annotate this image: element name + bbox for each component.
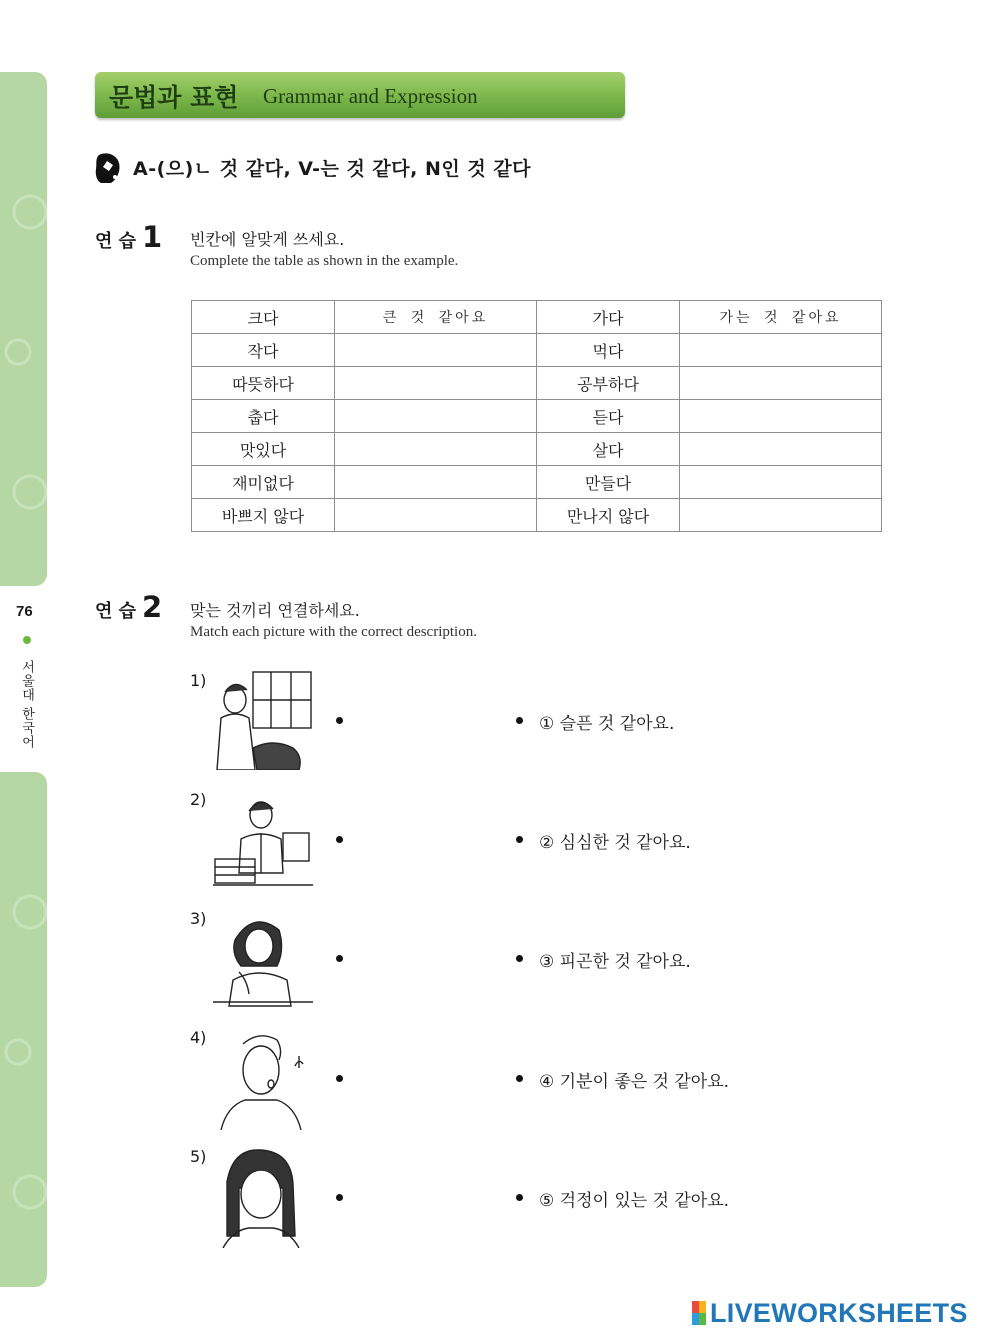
table-row [192,466,882,499]
answer-blank-cell[interactable] [335,433,537,466]
exercise-1-label: 연 습 1 [95,220,163,254]
match-dot-right-3[interactable] [516,955,523,962]
match-dot-left-3[interactable] [336,955,343,962]
answer-blank-cell[interactable] [335,367,537,400]
table-row [192,499,882,532]
option-3: ③ 피곤한 것 같아요. [539,952,691,972]
match-dot-left-5[interactable] [336,1194,343,1201]
answer-blank-cell[interactable] [335,466,537,499]
picture-sad-girl [213,1148,313,1248]
verb-cell: 맛있다 [192,433,335,466]
verb-cell: 만들다 [537,466,680,499]
conjugation-table [191,300,882,532]
match-dot-left-2[interactable] [336,836,343,843]
match-dot-right-4[interactable] [516,1075,523,1082]
example-answer-cell: 가는 것 같아요 [680,301,882,334]
exercise-1-instruction-ko: 빈칸에 알맞게 쓰세요. [190,230,345,249]
example-answer-cell: 큰 것 같아요 [335,301,537,334]
section-header [95,72,625,118]
item-number-1: 1) [190,671,207,690]
answer-blank-cell[interactable] [335,400,537,433]
verb-cell: 공부하다 [537,367,680,400]
verb-cell: 바쁘지 않다 [192,499,335,532]
answer-blank-cell[interactable] [335,334,537,367]
exercise-2-label: 연 습 2 [95,590,163,624]
verb-cell: 살다 [537,433,680,466]
verb-cell: 크다 [192,301,335,334]
item-number-4: 4) [190,1028,207,1047]
option-5: ⑤ 걱정이 있는 것 같아요. [539,1191,730,1211]
verb-cell: 먹다 [537,334,680,367]
verb-cell: 춥다 [192,400,335,433]
match-dot-right-5[interactable] [516,1194,523,1201]
answer-blank-cell[interactable] [335,499,537,532]
item-number-3: 3) [190,909,207,928]
picture-happy-whistling-man [213,1030,313,1130]
verb-cell: 만나지 않다 [537,499,680,532]
item-number-2: 2) [190,790,207,809]
answer-blank-cell[interactable] [680,499,882,532]
liveworksheets-text: LIVEWORKSHEETS [710,1297,968,1328]
picture-worried-woman [213,910,313,1010]
verb-cell: 가다 [537,301,680,334]
exercise-1-instruction-en: Complete the table as shown in the example. [190,253,459,269]
table-row [192,400,882,433]
picture-bored-office-worker [213,793,313,893]
option-4: ④ 기분이 좋은 것 같아요. [539,1072,730,1092]
answer-blank-cell[interactable] [680,334,882,367]
match-dot-right-1[interactable] [516,717,523,724]
exercise-2-instruction-ko: 맞는 것끼리 연결하세요. [190,601,360,620]
table-row [192,301,882,334]
page-dot-icon [23,636,31,644]
book-title: 서울대 한국어 [19,660,34,750]
exercise-2-instruction-en: Match each picture with the correct description. [190,624,477,640]
section-title-ko: 문법과 표현 [109,83,239,112]
grammar-pattern-icon [93,151,123,185]
table-row [192,334,882,367]
sidebar-decoration-bottom [0,772,47,1287]
verb-cell: 따뜻하다 [192,367,335,400]
match-dot-right-2[interactable] [516,836,523,843]
answer-blank-cell[interactable] [680,367,882,400]
live-badge-icon [692,1301,706,1325]
table-row [192,433,882,466]
answer-blank-cell[interactable] [680,433,882,466]
sidebar-decoration-top [0,72,47,586]
match-dot-left-4[interactable] [336,1075,343,1082]
item-number-5: 5) [190,1147,207,1166]
page-number: 76 [16,603,33,620]
verb-cell: 재미없다 [192,466,335,499]
option-1: ① 슬픈 것 같아요. [539,714,675,734]
answer-blank-cell[interactable] [680,466,882,499]
option-2: ② 심심한 것 같아요. [539,833,691,853]
table-row [192,367,882,400]
verb-cell: 듣다 [537,400,680,433]
verb-cell: 작다 [192,334,335,367]
grammar-pattern-heading: A-(으)ㄴ 것 같다, V-는 것 같다, N인 것 같다 [133,158,532,180]
answer-blank-cell[interactable] [680,400,882,433]
section-title-en: Grammar and Expression [263,84,478,108]
liveworksheets-logo [692,1298,968,1328]
picture-tired-man [213,670,313,770]
match-dot-left-1[interactable] [336,717,343,724]
